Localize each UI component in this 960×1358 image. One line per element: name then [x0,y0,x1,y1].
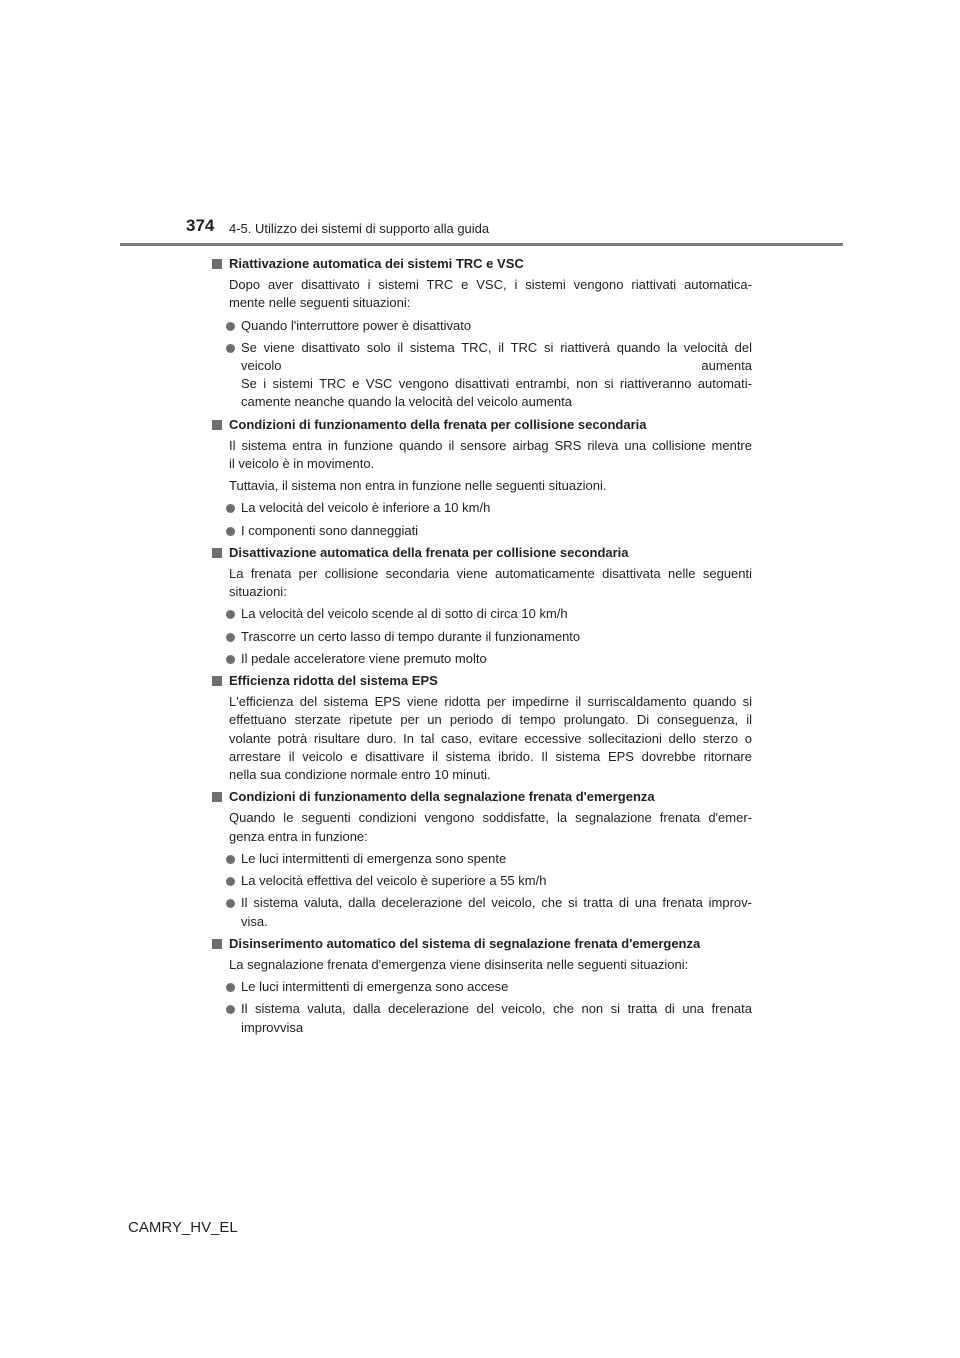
square-bullet-icon [212,792,222,802]
bullet-item [212,978,752,996]
text-line: nella sua condizione normale entro 10 minuti. [229,767,491,783]
bullet-item [212,1000,752,1036]
circle-bullet-icon [226,899,235,908]
text-line: Il sistema entra in funzione quando il sensore airbag SRS rileva una collisione mentre [229,437,752,453]
text-line: Il sistema valuta, dalla decelerazione del veicolo, che non si tratta di una frenata [241,1001,752,1017]
circle-bullet-icon [226,877,235,886]
section [212,255,752,412]
text-line: La segnalazione frenata d'emergenza viene disinserita nelle seguenti situazioni: [229,956,689,972]
text-line: I componenti sono danneggiati [241,522,419,538]
bullet-item [212,650,752,668]
paragraph [229,437,752,473]
text-line: Se viene disattivato solo il sistema TRC, il TRC si riattiverà quando la velocità del [241,339,752,355]
page-content [212,255,752,1041]
text-line: La velocità del veicolo è inferiore a 10 km/h [241,500,491,516]
paragraph [229,477,752,495]
circle-bullet-icon [226,344,235,353]
text-line: La velocità effettiva del veicolo è superiore a 55 km/h [241,873,547,889]
text-line: situazioni: [229,584,287,600]
circle-bullet-icon [226,527,235,536]
bullet-item [212,317,752,335]
text-line: Quando le seguenti condizioni vengono soddisfatte, la segnalazione frenata d'emer- [229,810,752,826]
circle-bullet-icon [226,1005,235,1014]
text-line: La velocità del veicolo scende al di sotto di circa 10 km/h [241,606,568,622]
footer-doc-code: CAMRY_HV_EL [128,1219,238,1236]
circle-bullet-icon [226,504,235,513]
page-number: 374 [186,216,215,235]
text-line: visa. [241,913,268,929]
section [212,544,752,668]
text-line: Le luci intermittenti di emergenza sono spente [241,850,507,866]
paragraph [229,276,752,312]
text-line: Tuttavia, il sistema non entra in funzione nelle seguenti situazioni. [229,478,607,494]
bullet-item [212,628,752,646]
circle-bullet-icon [226,322,235,331]
bullet-item [212,850,752,868]
circle-bullet-icon [226,855,235,864]
text-line: La frenata per collisione secondaria viene automaticamente disattivata nelle seguenti [229,566,752,582]
paragraph [229,565,752,601]
text-line: Dopo aver disattivato i sistemi TRC e VSC, i sistemi vengono riattivati automatica- [229,277,752,293]
circle-bullet-icon [226,655,235,664]
section-heading-text: Disinserimento automatico del sistema di segnalazione frenata d'emergenza [229,935,701,951]
bullet-item [212,499,752,517]
square-bullet-icon [212,676,222,686]
running-header: 4-5. Utilizzo dei sistemi di supporto alla guida [229,221,490,236]
paragraph [229,809,752,845]
paragraph [229,693,752,784]
square-bullet-icon [212,259,222,269]
section-heading-text: Condizioni di funzionamento della frenata per collisione secondaria [229,416,647,432]
section-heading-text: Efficienza ridotta del sistema EPS [229,673,438,689]
text-line: Se i sistemi TRC e VSC vengono disattivati entrambi, non si riattiveranno automati- [241,376,752,392]
section-heading [212,416,752,434]
bullet-item [212,894,752,930]
square-bullet-icon [212,548,222,558]
section-heading [212,935,752,953]
text-line: il veicolo è in movimento. [229,456,375,472]
text-line: veicolo aumenta [241,358,752,374]
text-line: genza entra in funzione: [229,828,368,844]
bullet-item [212,339,752,412]
section-heading [212,788,752,806]
text-line: mente nelle seguenti situazioni: [229,295,411,311]
text-line: volante potrà risultare duro. In tal caso, evitare eccessive sollecitazioni dello sterzo o [229,730,752,746]
text-line: Il pedale acceleratore viene premuto molto [241,650,487,666]
circle-bullet-icon [226,983,235,992]
text-line: Il sistema valuta, dalla decelerazione del veicolo, che si tratta di una frenata improv- [241,895,752,911]
text-line: effettuano sterzate ripetute per un periodo di tempo prolungato. Di conseguenza, il [229,712,752,728]
section-heading-text: Disattivazione automatica della frenata per collisione secondaria [229,544,629,560]
circle-bullet-icon [226,610,235,619]
paragraph [229,956,752,974]
square-bullet-icon [212,939,222,949]
section [212,788,752,930]
text-line: camente neanche quando la velocità del veicolo aumenta [241,394,573,410]
section-heading-text: Condizioni di funzionamento della segnalazione frenata d'emergenza [229,789,655,805]
text-line: L'efficienza del sistema EPS viene ridotta per impedirne il surriscaldamento quando si [229,694,752,710]
text-line: Le luci intermittenti di emergenza sono accese [241,979,509,995]
section-heading-text: Riattivazione automatica dei sistemi TRC e VSC [229,256,524,271]
section-heading [212,544,752,562]
bullet-item [212,522,752,540]
circle-bullet-icon [226,633,235,642]
section [212,672,752,784]
bullet-item [212,872,752,890]
section [212,935,752,1037]
text-line: arrestare il veicolo e disattivare il sistema ibrido. Il sistema EPS dovrebbe ritornare [229,748,752,764]
square-bullet-icon [212,420,222,430]
header-rule [120,243,843,246]
section-heading [212,672,752,690]
bullet-item [212,605,752,623]
section [212,416,752,540]
section-heading [212,255,752,273]
text-line: Quando l'interruttore power è disattivato [241,317,472,333]
text-line: Trascorre un certo lasso di tempo durante il funzionamento [241,628,581,644]
text-line: improvvisa [241,1019,304,1035]
